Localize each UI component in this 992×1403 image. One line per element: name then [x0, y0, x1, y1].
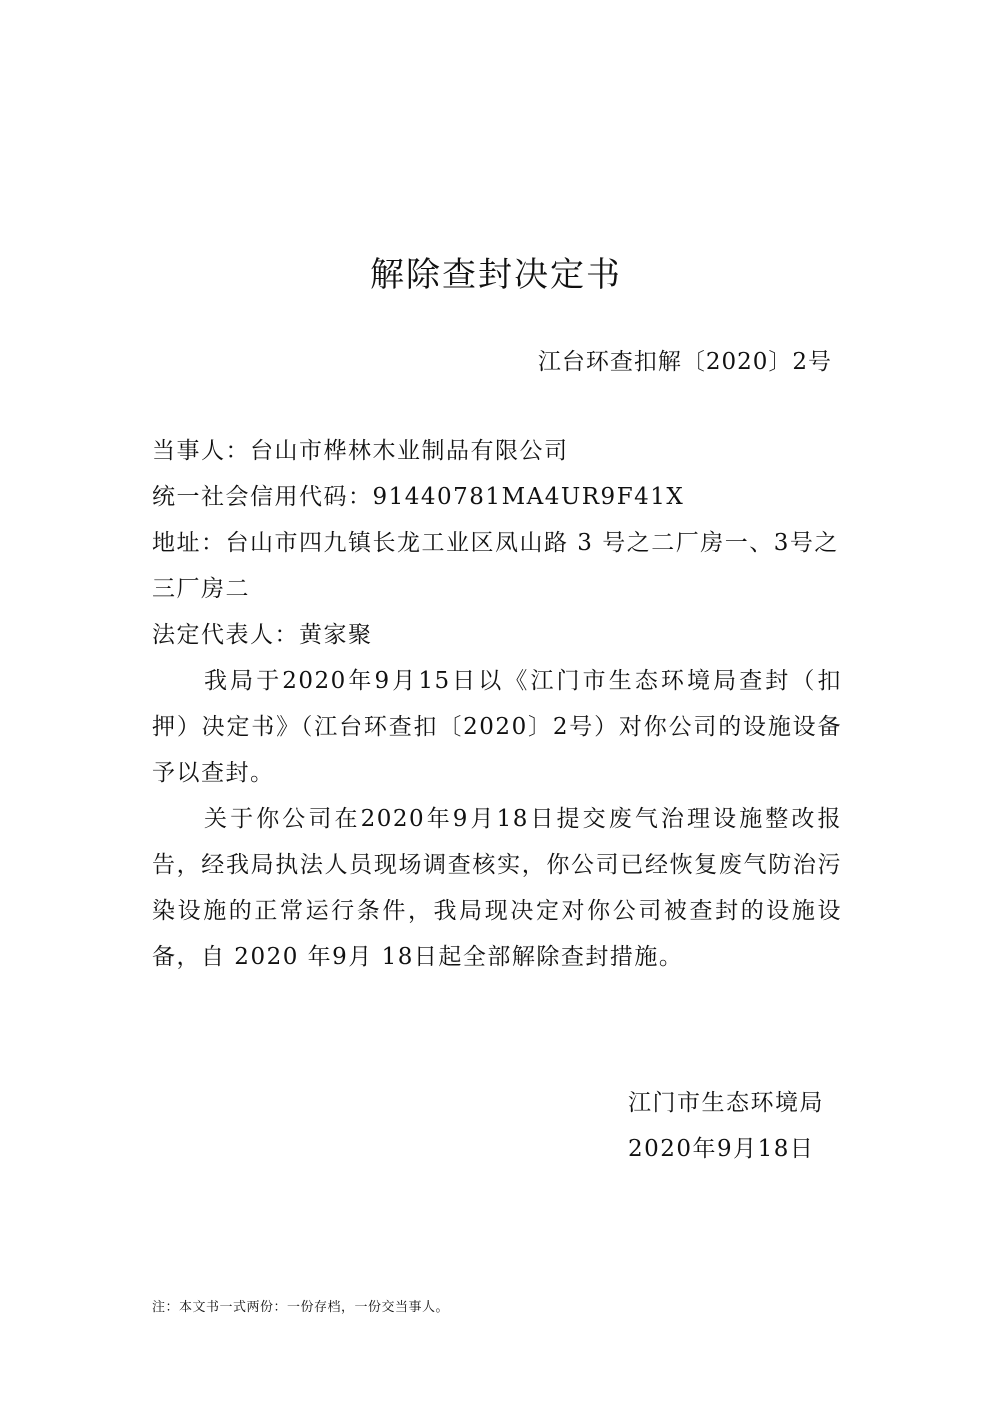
document-number: 江台环查扣解〔2020〕2号: [537, 349, 832, 375]
party-address: 地址：台山市四九镇长龙工业区凤山路 3 号之二厂房一、3号之三厂房二: [152, 530, 839, 602]
paragraph-release: 关于你公司在2020年9月18日提交废气治理设施整改报告，经我局执法人员现场调查核实，你公司已经恢复废气防治污染设施的正常运行条件，我局现决定对你公司被查封的设施设备，自 2020 年9月 18日起全部解除查封措施。: [152, 806, 842, 970]
credit-code: 统一社会信用代码：91440781MA4UR9F41X: [152, 484, 685, 510]
paragraph-seizure: 我局于2020年9月15日以《江门市生态环境局查封（扣押）决定书》（江台环查扣〔2020〕2号）对你公司的设施设备予以查封。: [152, 668, 842, 786]
signature-block: [628, 1080, 824, 1172]
document-title: 解除查封决定书: [370, 255, 622, 295]
issuing-agency: 江门市生态环境局: [628, 1090, 824, 1116]
issue-date: 2020年9月18日: [628, 1136, 815, 1162]
legal-representative: 法定代表人：黄家聚: [152, 622, 373, 648]
party-name: 当事人：台山市桦林木业制品有限公司: [152, 438, 569, 464]
footnote: 注：本文书一式两份：一份存档，一份交当事人。: [152, 1300, 450, 1315]
document-body: [152, 428, 842, 980]
